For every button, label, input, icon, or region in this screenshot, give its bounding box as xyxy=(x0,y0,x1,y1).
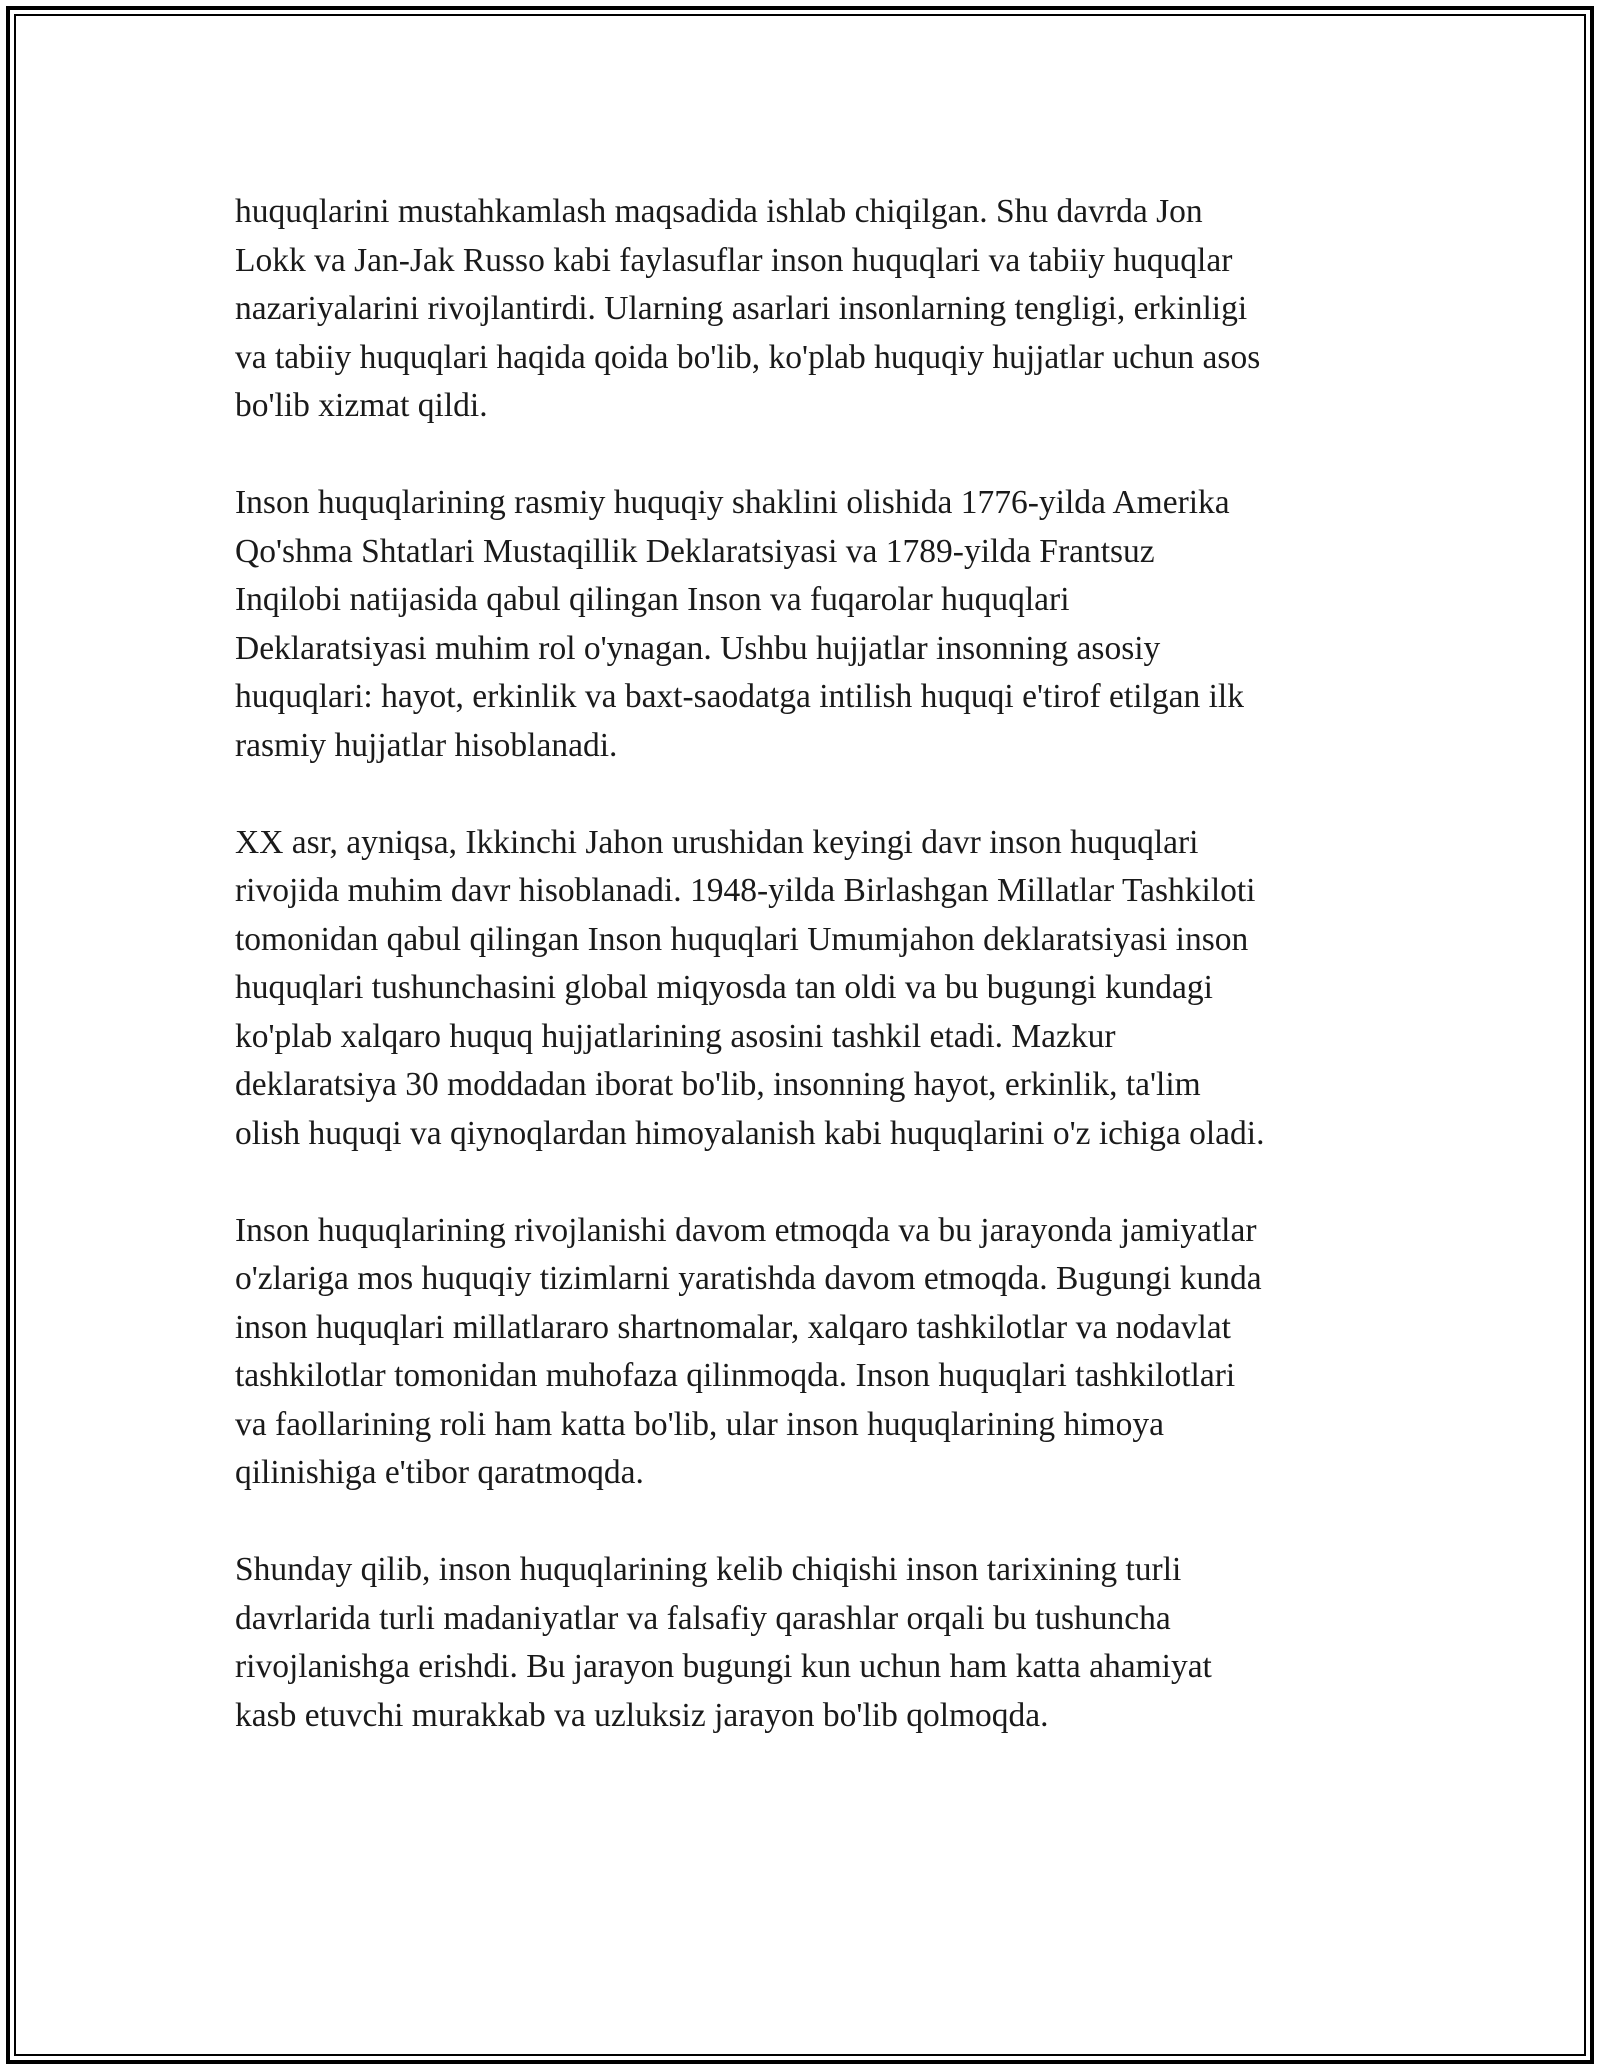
text-line: Deklaratsiyasi muhim rol o'ynagan. Ushbu hujjatlar insonning asosiy xyxy=(235,629,1161,667)
text-line: o'zlariga mos huquqiy tizimlarni yaratishda davom etmoqda. Bugungi kunda xyxy=(235,1260,1262,1297)
document-body xyxy=(235,188,1370,1789)
text-line: tashkilotlar tomonidan muhofaza qilinmoqda. Inson huquqlari tashkilotlari xyxy=(235,1357,1236,1394)
text-line: rivojida muhim davr hisoblanadi. 1948-yilda Birlashgan Millatlar Tashkiloti xyxy=(235,872,1256,909)
text-line: Inson huquqlarining rivojlanishi davom etmoqda va bu jarayonda jamiyatlar xyxy=(235,1211,1257,1249)
paragraph xyxy=(235,479,1370,770)
text-line: nazariyalarini rivojlantirdi. Ularning asarlari insonlarning tengligi, erkinligi xyxy=(235,290,1248,327)
text-line: Inqilobi natijasida qabul qilingan Inson va fuqarolar huquqlari xyxy=(235,581,1070,618)
text-line: inson huquqlari millatlararo shartnomalar, xalqaro tashkilotlar va nodavlat xyxy=(235,1308,1231,1346)
text-line: tomonidan qabul qilingan Inson huquqlari Umumjahon deklaratsiyasi inson xyxy=(235,920,1249,958)
text-line: Inson huquqlarining rasmiy huquqiy shaklini olishida 1776-yilda Amerika xyxy=(235,484,1230,521)
paragraph xyxy=(235,1546,1370,1740)
text-line: kasb etuvchi murakkab va uzluksiz jarayon bo'lib qolmoqda. xyxy=(235,1696,1049,1734)
text-line: deklaratsiya 30 moddadan iborat bo'lib, insonning hayot, erkinlik, ta'lim xyxy=(235,1066,1201,1103)
text-line: ko'plab xalqaro huquq hujjatlarining asosini tashkil etadi. Mazkur xyxy=(235,1017,1116,1055)
text-line: rasmiy hujjatlar hisoblanadi. xyxy=(235,726,618,764)
text-line: XX asr, ayniqsa, Ikkinchi Jahon urushidan keyingi davr inson huquqlari xyxy=(235,823,1199,861)
paragraph xyxy=(235,1207,1370,1498)
text-line: Shunday qilib, inson huquqlarining kelib chiqishi inson tarixining turli xyxy=(235,1551,1182,1588)
paragraph xyxy=(235,188,1370,431)
text-line: bo'lib xizmat qildi. xyxy=(235,387,488,424)
text-line: olish huquqi va qiynoqlardan himoyalanish kabi huquqlarini o'z ichiga oladi. xyxy=(235,1114,1265,1152)
text-line: Qo'shma Shtatlari Mustaqillik Deklaratsiyasi va 1789-yilda Frantsuz xyxy=(235,532,1155,570)
text-line: va tabiiy huquqlari haqida qoida bo'lib, ko'plab huquqiy hujjatlar uchun asos xyxy=(235,338,1261,376)
text-line: rivojlanishga erishdi. Bu jarayon bugungi kun uchun ham katta ahamiyat xyxy=(235,1648,1212,1685)
text-line: huquqlarini mustahkamlash maqsadida ishlab chiqilgan. Shu davrda Jon xyxy=(235,193,1203,230)
text-line: huquqlari: hayot, erkinlik va baxt-saodatga intilish huquqi e'tirof etilgan ilk xyxy=(235,678,1244,715)
paragraph xyxy=(235,819,1370,1159)
text-line: va faollarining roli ham katta bo'lib, ular inson huquqlarining himoya xyxy=(235,1405,1164,1443)
text-line: Lokk va Jan-Jak Russo kabi faylasuflar inson huquqlari va tabiiy huquqlar xyxy=(235,241,1233,279)
text-line: qilinishiga e'tibor qaratmoqda. xyxy=(235,1454,644,1491)
text-line: huquqlari tushunchasini global miqyosda tan oldi va bu bugungi kundagi xyxy=(235,969,1213,1006)
text-line: davrlarida turli madaniyatlar va falsafiy qarashlar orqali bu tushuncha xyxy=(235,1599,1171,1637)
